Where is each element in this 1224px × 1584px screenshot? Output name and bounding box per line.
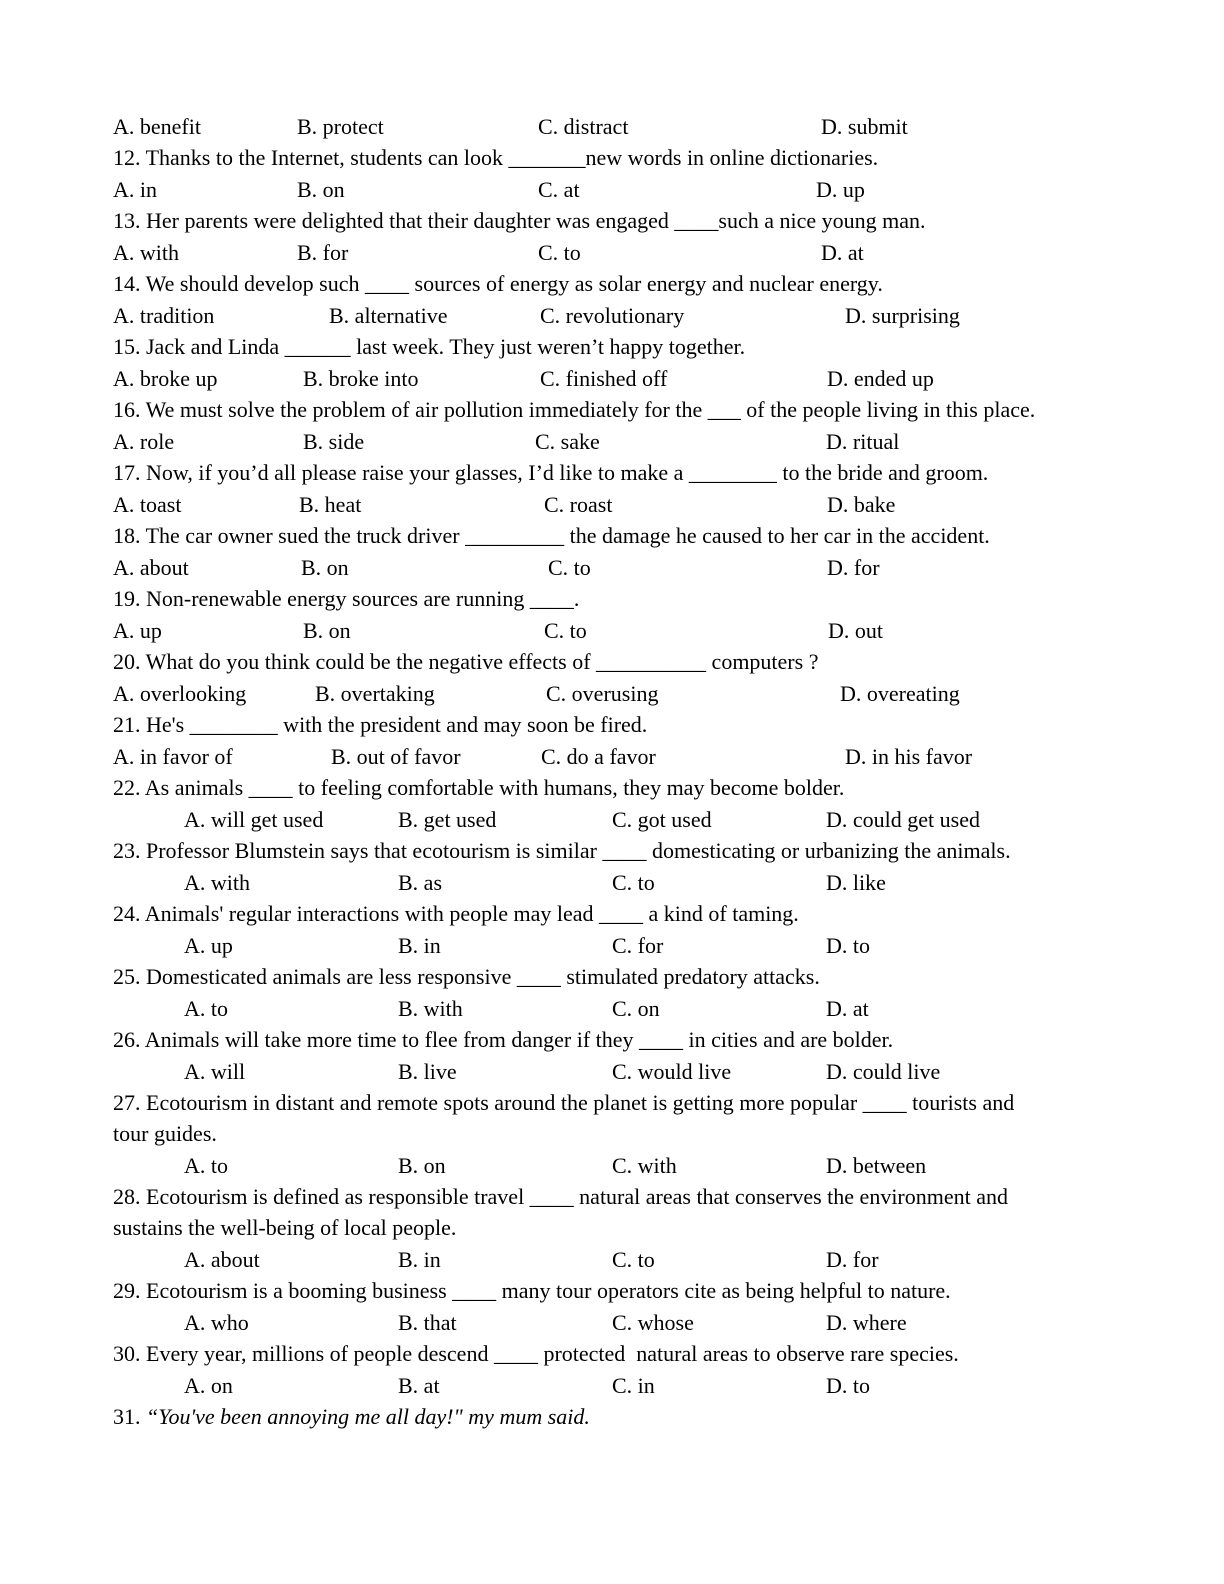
q30-option-d: D. to: [826, 1373, 870, 1398]
q13-option-c: C. to: [538, 240, 581, 265]
q16-option-a: A. role: [113, 429, 175, 454]
q15-option-b: B. broke into: [303, 366, 419, 391]
q23-option-a: A. with: [184, 870, 250, 895]
q19-option-d: D. out: [828, 618, 883, 643]
q14-option-d: D. surprising: [845, 303, 960, 328]
question-31-quote: “You've been annoying me all day!" my mum said.: [146, 1404, 590, 1429]
question-31-stem: [113, 1402, 590, 1432]
question-23-stem: 23. Professor Blumstein says that ecotourism is similar ____ domesticating or urbanizing the animals.: [113, 838, 1011, 863]
q25-option-a: A. to: [184, 996, 228, 1021]
q22-option-b: B. get used: [398, 807, 497, 832]
q15-option-d: D. ended up: [827, 366, 934, 391]
q25-option-b: B. with: [398, 996, 463, 1021]
question-22-stem: 22. As animals ____ to feeling comfortable with humans, they may become bolder.: [113, 775, 845, 800]
q26-option-c: C. would live: [612, 1059, 732, 1084]
q16-option-d: D. ritual: [826, 429, 900, 454]
question-27-stem: 27. Ecotourism in distant and remote spots around the planet is getting more popular ____ tourists and: [113, 1090, 1015, 1115]
q12-option-b: B. on: [297, 177, 345, 202]
q22-option-a: A. will get used: [184, 807, 324, 832]
question-18-stem: 18. The car owner sued the truck driver _________ the damage he caused to her car in the accident.: [113, 523, 990, 548]
q19-option-b: B. on: [303, 618, 351, 643]
q19-option-a: A. up: [113, 618, 162, 643]
q24-option-b: B. in: [398, 933, 441, 958]
q22-option-c: C. got used: [612, 807, 712, 832]
q30-option-c: C. in: [612, 1373, 655, 1398]
q12-option-c: C. at: [538, 177, 580, 202]
q27-option-b: B. on: [398, 1153, 446, 1178]
q16-option-c: C. sake: [535, 429, 600, 454]
q25-option-d: D. at: [826, 996, 869, 1021]
question-28-stem: 28. Ecotourism is defined as responsible travel ____ natural areas that conserves the environment and: [113, 1184, 1009, 1209]
q17-option-c: C. roast: [544, 492, 613, 517]
q13-option-d: D. at: [821, 240, 864, 265]
q27-option-c: C. with: [612, 1153, 677, 1178]
option-a: A. benefit: [113, 114, 201, 139]
q28-option-c: C. to: [612, 1247, 655, 1272]
question-28-stem-continued: sustains the well-being of local people.: [113, 1215, 457, 1240]
q28-option-d: D. for: [826, 1247, 879, 1272]
q20-option-d: D. overeating: [840, 681, 960, 706]
q24-option-d: D. to: [826, 933, 870, 958]
question-20-stem: 20. What do you think could be the negative effects of __________ computers ?: [113, 649, 819, 674]
q14-option-a: A. tradition: [113, 303, 215, 328]
q30-option-a: A. on: [184, 1373, 233, 1398]
question-30-stem: 30. Every year, millions of people descend ____ protected natural areas to observe rare species.: [113, 1341, 959, 1366]
question-26-stem: 26. Animals will take more time to flee from danger if they ____ in cities and are bolder.: [113, 1027, 894, 1052]
question-13-stem: 13. Her parents were delighted that their daughter was engaged ____such a nice young man.: [113, 208, 926, 233]
q24-option-c: C. for: [612, 933, 664, 958]
q29-option-a: A. who: [184, 1310, 249, 1335]
q22-option-d: D. could get used: [826, 807, 980, 832]
question-17-stem: 17. Now, if you’d all please raise your glasses, I’d like to make a ________ to the bride and groom.: [113, 460, 989, 485]
q26-option-d: D. could live: [826, 1059, 941, 1084]
q29-option-b: B. that: [398, 1310, 457, 1335]
q30-option-b: B. at: [398, 1373, 440, 1398]
q18-option-a: A. about: [113, 555, 189, 580]
option-b: B. protect: [297, 114, 384, 139]
q25-option-c: C. on: [612, 996, 660, 1021]
question-25-stem: 25. Domesticated animals are less responsive ____ stimulated predatory attacks.: [113, 964, 820, 989]
q18-option-c: C. to: [548, 555, 591, 580]
q14-option-c: C. revolutionary: [540, 303, 685, 328]
question-24-stem: 24. Animals' regular interactions with people may lead ____ a kind of taming.: [113, 901, 799, 926]
q21-option-b: B. out of favor: [331, 744, 461, 769]
q20-option-b: B. overtaking: [315, 681, 435, 706]
q21-option-d: D. in his favor: [845, 744, 973, 769]
q17-option-b: B. heat: [299, 492, 362, 517]
q12-option-a: A. in: [113, 177, 157, 202]
q15-option-a: A. broke up: [113, 366, 218, 391]
question-21-stem: 21. He's ________ with the president and may soon be fired.: [113, 712, 648, 737]
q27-option-d: D. between: [826, 1153, 927, 1178]
q28-option-a: A. about: [184, 1247, 260, 1272]
q26-option-a: A. will: [184, 1059, 246, 1084]
question-12-stem: 12. Thanks to the Internet, students can look _______new words in online dictionaries.: [113, 145, 879, 170]
q18-option-d: D. for: [827, 555, 880, 580]
q23-option-c: C. to: [612, 870, 655, 895]
q17-option-d: D. bake: [827, 492, 896, 517]
q19-option-c: C. to: [544, 618, 587, 643]
q23-option-d: D. like: [826, 870, 886, 895]
q26-option-b: B. live: [398, 1059, 457, 1084]
q20-option-a: A. overlooking: [113, 681, 247, 706]
q13-option-b: B. for: [297, 240, 349, 265]
q29-option-d: D. where: [826, 1310, 907, 1335]
q12-option-d: D. up: [816, 177, 865, 202]
q29-option-c: C. whose: [612, 1310, 694, 1335]
q21-option-a: A. in favor of: [113, 744, 233, 769]
q17-option-a: A. toast: [113, 492, 182, 517]
q15-option-c: C. finished off: [540, 366, 668, 391]
q14-option-b: B. alternative: [329, 303, 448, 328]
q13-option-a: A. with: [113, 240, 179, 265]
q18-option-b: B. on: [301, 555, 349, 580]
q28-option-b: B. in: [398, 1247, 441, 1272]
q27-option-a: A. to: [184, 1153, 228, 1178]
q21-option-c: C. do a favor: [541, 744, 656, 769]
question-19-stem: 19. Non-renewable energy sources are running ____.: [113, 586, 580, 611]
question-29-stem: 29. Ecotourism is a booming business ____ many tour operators cite as being helpful to nature.: [113, 1278, 951, 1303]
question-27-stem-continued: tour guides.: [113, 1121, 217, 1146]
question-14-stem: 14. We should develop such ____ sources of energy as solar energy and nuclear energy.: [113, 271, 883, 296]
question-16-stem: 16. We must solve the problem of air pollution immediately for the ___ of the people living in this place.: [113, 397, 1036, 422]
q16-option-b: B. side: [303, 429, 365, 454]
option-d: D. submit: [821, 114, 908, 139]
question-31-number: 31.: [113, 1404, 146, 1429]
q23-option-b: B. as: [398, 870, 442, 895]
q20-option-c: C. overusing: [546, 681, 659, 706]
q24-option-a: A. up: [184, 933, 233, 958]
question-15-stem: 15. Jack and Linda ______ last week. They just weren’t happy together.: [113, 334, 746, 359]
option-c: C. distract: [538, 114, 629, 139]
